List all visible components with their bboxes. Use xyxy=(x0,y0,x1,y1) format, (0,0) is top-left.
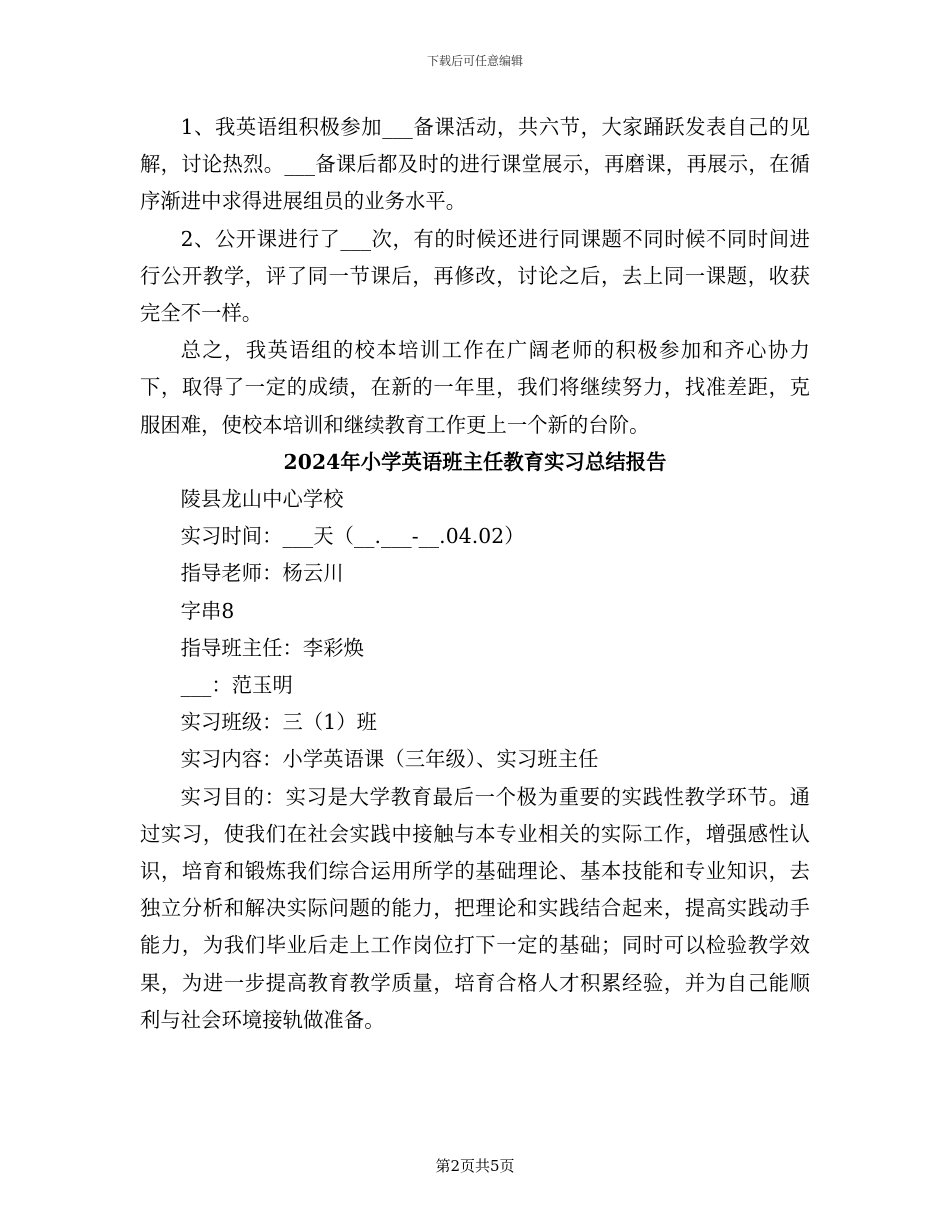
internship-content: 实习内容：小学英语课（三年级）、实习班主任 xyxy=(180,747,599,772)
paragraph-summary: 总之，我英语组的校本培训工作在广阔老师的积极参加和齐心协力下，取得了一定的成绩，在新的一年里，我们将继续努力，找准差距，克服困难，使校本培训和继续教育工作更上一个新的台阶。 xyxy=(140,338,810,437)
report-title: 2024年小学英语班主任教育实习总结报告 xyxy=(283,449,667,474)
advisor-teacher: 指导老师：杨云川 xyxy=(180,561,344,586)
document-body xyxy=(140,109,810,1039)
internship-class: 实习班级：三（1）班 xyxy=(180,710,378,735)
school-name: 陵县龙山中心学校 xyxy=(180,487,344,512)
header-note: 下载后可任意编辑 xyxy=(426,54,523,68)
internship-time: 实习时间：___天（__.___-__.04.02） xyxy=(180,524,525,549)
paragraph-prep-activities: 1、我英语组积极参加___备课活动，共六节，大家踊跃发表自己的见解，讨论热烈。___备课后都及时的进行课堂展示，再磨课，再展示，在循序渐进中求得进展组员的业务水平。 xyxy=(140,115,810,214)
string-marker: 字串8 xyxy=(180,598,235,623)
page-number: 第2页共5页 xyxy=(435,1157,515,1175)
paragraph-open-classes: 2、公开课进行了___次，有的时候还进行同课题不同时候不同时间进行公开教学，评了同一节课后，再修改，讨论之后，去上同一课题，收获完全不一样。 xyxy=(140,226,810,326)
blank-role-person: ___：范玉明 xyxy=(180,673,293,698)
internship-purpose: 实习目的：实习是大学教育最后一个极为重要的实践性教学环节。通过实习，使我们在社会实践中接触与本专业相关的实际工作，增强感性认识，培育和锻炼我们综合运用所学的基础理论、基本技能和专业知识，去独立分析和解决实际问题的能力，把理论和实践结合起来，提高实践动手能力，为我们毕业后走上工作岗位打下一定的基础；同时可以检验教学效果，为进一步提高教育教学质量，培育合格人才积累经验，并为自己能顺利与社会环境接轨做准备。 xyxy=(140,784,810,1032)
advisor-homeroom-teacher: 指导班主任：李彩焕 xyxy=(180,635,365,660)
